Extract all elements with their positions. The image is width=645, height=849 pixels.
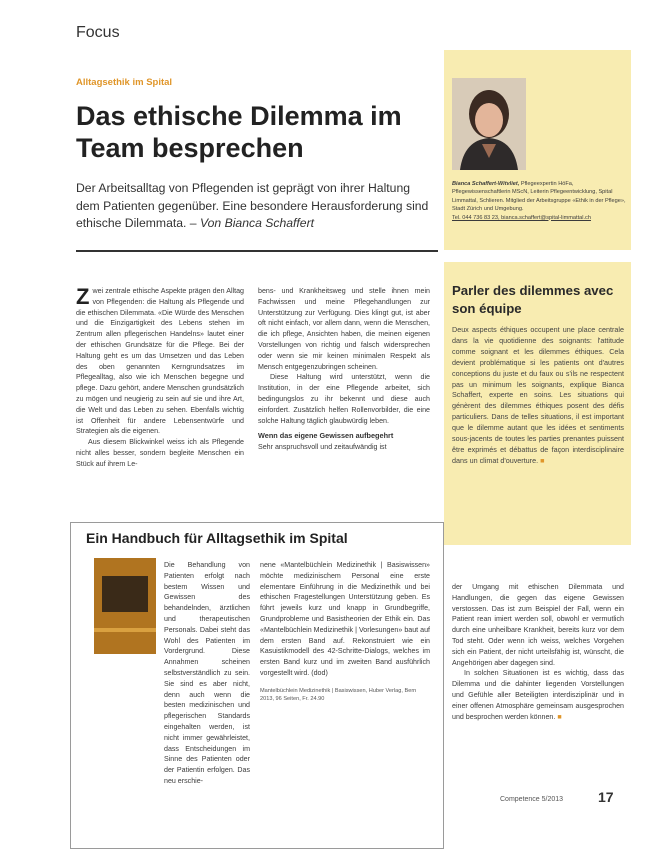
article-column-3 [452, 582, 624, 722]
author-photo [452, 78, 526, 170]
handbook-column-1: Die Behandlung von Patienten erfolgt nach bestem Wissen und Gewissen des behandelnden, ärztlichen und therapeutischen Personals. Dabei steht das Wohl des Patienten im Vordergrund. Diese Annahmen scheinen selbstverständlich zu sein. Sie sind es aber nicht, denn auch wenn die besten medizinischen und pflegerischen Standards eingehalten werden, ist nicht immer gewährleistet, dass Entscheidungen im Sinne des Patienten oder der Patientin erfolgen. Das neu erschie- [164, 561, 250, 785]
french-end-mark: ■ [540, 455, 545, 465]
col3-paragraph-2: In solchen Situationen ist es wichtig, dass das Dilemma und die dahinter liegenden Vorstellungen und Gefühle aller Beteiligten interdisziplinär und in einer offenen Atmosphäre gemeinsam ausgesprochen und besprochen werden können. [452, 669, 624, 721]
lead-author: Von Bianca Schaffert [199, 216, 315, 230]
col2-subheading: Wenn das eigene Gewissen aufbegehrt [258, 431, 394, 441]
handbook-title: Ein Handbuch für Alltagsethik im Spital [86, 530, 348, 546]
col1-paragraph-1: wei zentrale ethische Aspekte prägen den Alltag von Pflegenden: die Haltung als Pflegende und die ethischen Dilemmata. «Die Würde des Menschen und die Einzigartigkeit des Lebens stehen im Zentrum allen pflegerischen Handelns» lautet einer der ethischen Grundsätze für die Pflege. Bei der Haltung geht es um das Umsetzen und das Leben des oben genannten Kerngrundsatzes im Pflegealltag, also wie ich Menschen begegne und pflege. Dazu gehört, andere Menschen grundsätzlich zu mögen und neugierig zu sein auf sie und ihre Art, die Welt und das Leben zu sehen. Ebenfalls wichtig ist Offenheit für andere Lebensentwürfe und Strategien als die eigenen. [76, 287, 244, 436]
article-column-1 [76, 286, 244, 470]
handbook-text-2 [260, 560, 430, 703]
lead-divider [76, 250, 438, 252]
footer-magazine: Competence 5/2013 [500, 796, 564, 803]
article-column-2 [258, 286, 430, 453]
col2-paragraph-2: Diese Haltung wird unterstützt, wenn die Institution, in der eine Pflegende arbeitet, sich bedingungslos zu ihr bekennt und diese auch einfordert. Zusätzlich helfen Rollenvorbilder, die eine solche Haltung täglich glaubwürdig leben. [258, 373, 430, 425]
book-cover-image [94, 558, 156, 654]
article-kicker: Alltagsethik im Spital [76, 77, 173, 88]
article-title: Das ethische Dilemma im Team besprechen [76, 101, 402, 163]
col2-paragraph-3: Sehr anspruchsvoll und zeitaufwändig ist [258, 443, 387, 452]
col3-paragraph-1: der Umgang mit ethischen Dilemmata und Handlungen, die gegen das eigene Gewissen verstossen. Das ist zum Beispiel der Fall, wenn ein Patient rean imiert werden soll, obwohl er vermutlich durch eine unheilbare Krankheit, bereits kurz vor dem Tod steht. Oder wenn ich weiss, welches Vorgehen sich ein Patient, der nicht urteilsfähig ist, wünscht, die Angehörigen aber dagegen sind. [452, 583, 624, 667]
col2-paragraph-1: bens- und Krankheitsweg und stelle ihnen mein Fachwissen und meine Pflegehandlungen zur Unterstützung zur Verfügung. Dies klingt gut, ist aber oft nicht einfach, vor allem dann, wenn die Menschen, die ich pflege, Ansichten haben, die meinen eigenen Vorstellungen von richtig und falsch widersprechen oder wenn sie mir keinen minimalen Respekt als Mensch entgegenzubringen scheinen. [258, 287, 430, 371]
handbook-credit: Mantelbüchlein Medizinethik | Basiswissen, Huber Verlag, Bern 2013, 96 Seiten, Fr. 24.90 [260, 687, 417, 702]
drop-cap: Z [76, 284, 90, 309]
handbook-column-2: nene «Mantelbüchlein Medizinethik | Basiswissen» möchte medizinischem Personal eine erste elementare Einführung in die Medizinethik und bei ethischen Fragestellungen Unterstützung geben. Es führt jeweils kurz und knapp in Grundbegriffe, Grundprobleme und Basistheorien der Ethik ein. Das «Mantelbüchlein Medizinethik | Vorlesungen» baut auf dem ersten Band auf. Rekonstruiert wie ein Kasuistikmodell des 42-Schritte-Dialogs, welches im ersten Band kurz und im zweiten Band ausführlich vorgestellt wird. (dod) [260, 561, 430, 677]
french-summary-body [452, 325, 624, 467]
french-summary-text: Deux aspects éthiques occupent une place centrale dans la vie quotidienne des soignants: l'attitude comme soignant et les dilemmes éthiques. Cela devient problématique si les patients ont d'autres conceptions du juste et du faux ou s'ils ne respectent pas un minimum les soignants, explique Bianca Schaffert, experte en soins. Les situations qui génèrent des dilemmes éthiques posent des défis particuliers. Dans de telles situations, il est important que le dilemme autant que les idées et sentiments sous-jacents de toutes les parties prenantes puissent être exprimés et débattus de façon interdisciplinaire dans un climat d'ouverture. [452, 325, 624, 465]
lead-text: Der Arbeitsalltag von Pflegenden ist geprägt von ihrer Haltung dem Patienten gegenüber. Eine besondere Herausforderung sind ethische Dilemmata. – [76, 181, 429, 230]
french-summary-title: Parler des dilemmes avec son équipe [452, 283, 614, 316]
article-lead [76, 180, 436, 233]
section-label: Focus [76, 24, 120, 41]
author-contact[interactable]: Tel. 044 736 83 23, bianca.schaffert@spital-limmattal.ch [452, 214, 591, 221]
page-number: 17 [598, 789, 614, 805]
author-name: Bianca Schaffert-Witvliet, [452, 181, 520, 187]
author-description: Pflegeexpertin HöFa, Pflegewissenschaftlerin MScN, Leiterin Pflegeentwicklung, Spital Limmattal, Schlieren. Mitglied der Arbeitsgruppe «Ethik in der Pflege», Stadt Zürich und Umgebung. [452, 181, 626, 213]
col1-paragraph-2: Aus diesem Blickwinkel weiss ich als Pflegende nicht alles besser, sondern begleite Menschen ein Stück auf ihrem Le- [76, 438, 244, 468]
article-end-mark: ■ [557, 712, 562, 721]
author-bio [452, 180, 627, 222]
handbook-text-intro [164, 560, 250, 787]
